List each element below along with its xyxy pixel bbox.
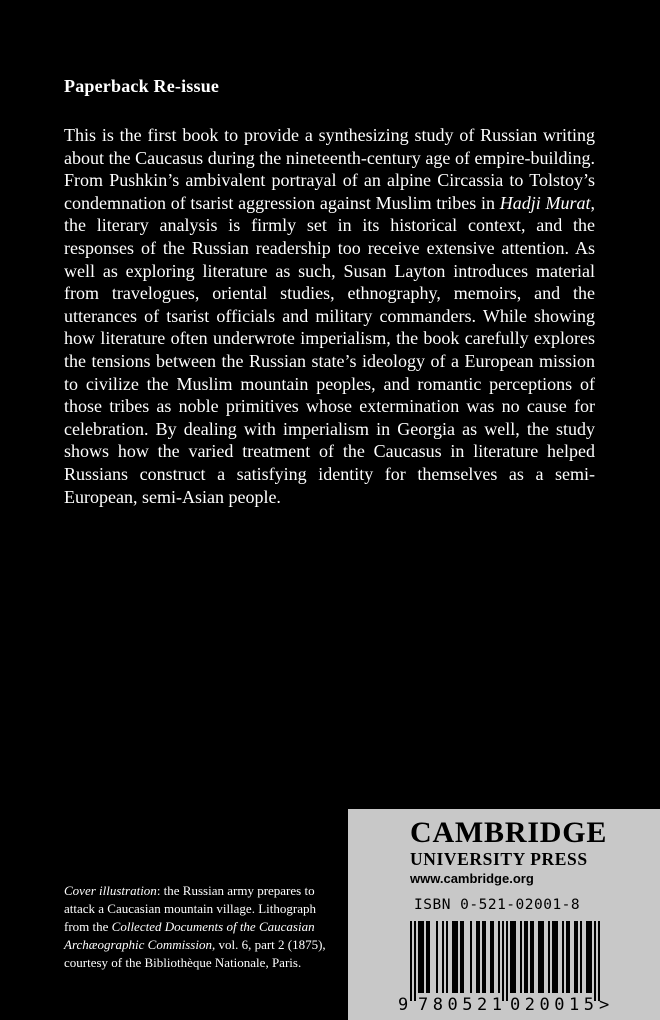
barcode-bar: [548, 921, 550, 993]
barcode-group2: 020015: [510, 995, 594, 1015]
barcode-bar: [446, 921, 448, 993]
barcode-bar: [556, 921, 558, 993]
description-text-part2: , the literary analysis is firmly set in its historical context, and the responses of the Russian readership too receive extensive attention. As well as exploring literature as such, Susan Layton introduces material from travelogues, oriental studies, ethnography, memoirs, and the utterances of tsarist officials and military commanders. While showing how literature often underwrote imperialism, the book carefully explores the tensions between the Russian state’s ideology of a European mission to civilize the Muslim mountain peoples, and romantic perceptions of those tribes as noble primitives whose extermination was no cause for celebration. By dealing with imperialism in Georgia as well, the study shows how the varied treatment of the Caucasus in literature helped Russians construct a satisfying identity for themselves as a semi-European, semi-Asian people.: [64, 192, 595, 507]
barcode-bar: [526, 921, 528, 993]
barcode-bar: [502, 921, 504, 1001]
barcode-bar: [506, 921, 508, 1001]
barcode-bar: [476, 921, 478, 993]
barcode-bar: [514, 921, 516, 993]
barcode-bar: [568, 921, 570, 993]
barcode-bar: [530, 921, 532, 993]
barcode-bar: [418, 921, 420, 993]
barcode-bar: [478, 921, 480, 993]
barcode-bar: [538, 921, 540, 993]
barcode-bar: [512, 921, 514, 993]
barcode-bar: [594, 921, 596, 1001]
barcode-bar: [588, 921, 590, 993]
publisher-website: www.cambridge.org: [410, 871, 534, 886]
barcode-bar: [484, 921, 486, 993]
barcode-bar: [428, 921, 430, 993]
barcode-bar: [454, 921, 456, 993]
barcode-bar: [552, 921, 554, 993]
barcode-bar: [456, 921, 458, 993]
section-heading: Paperback Re-issue: [64, 76, 220, 96]
caption-source-title: Collected Documents of the Caucasian Archæographic Commission: [64, 919, 315, 952]
barcode-bar: [562, 921, 564, 993]
barcode-bar: [580, 921, 582, 993]
isbn-number: ISBN 0-521-02001-8: [414, 897, 581, 913]
barcode-bar: [590, 921, 592, 993]
book-description: [64, 124, 595, 508]
barcode-bar: [414, 921, 416, 1001]
barcode-bar: [490, 921, 492, 993]
barcode-end-mark: >: [599, 995, 610, 1015]
barcode-bar: [540, 921, 542, 993]
barcode-bar: [554, 921, 556, 993]
barcode-bar: [586, 921, 588, 993]
barcode: [394, 919, 614, 1015]
publisher-subname: UNIVERSITY PRESS: [410, 849, 588, 869]
barcode-bar: [532, 921, 534, 993]
barcode-bar: [520, 921, 522, 993]
barcode-bar: [598, 921, 600, 1001]
barcode-bar: [426, 921, 428, 993]
caption-label: Cover illustration: [64, 883, 157, 898]
barcode-bar: [524, 921, 526, 993]
barcode-bar: [470, 921, 472, 993]
barcode-bar: [542, 921, 544, 993]
barcode-first-digit: 9: [398, 995, 409, 1015]
barcode-bar: [510, 921, 512, 993]
barcode-bar: [410, 921, 412, 1001]
barcode-bars: [410, 921, 600, 1001]
caption-text2: , vol. 6, part 2 (1875), courtesy of the Bibliothèque Nationale, Paris.: [64, 937, 326, 970]
cover-illustration-caption: [64, 882, 344, 972]
description-book-title: Hadji Murat: [499, 192, 591, 213]
barcode-bar: [460, 921, 462, 993]
barcode-bar: [576, 921, 578, 993]
barcode-bar: [566, 921, 568, 993]
barcode-bar: [420, 921, 422, 993]
barcode-bar: [482, 921, 484, 993]
barcode-bar: [492, 921, 494, 993]
barcode-group1: 780521: [418, 995, 502, 1015]
barcode-bar: [462, 921, 464, 993]
caption-text1: : the Russian army prepares to attack a Caucasian mountain village. Lithograph from the: [64, 883, 316, 934]
publisher-name: CAMBRIDGE: [410, 816, 608, 849]
publisher-logo: [410, 816, 608, 869]
barcode-bar: [436, 921, 438, 993]
publisher-panel: [348, 809, 660, 1020]
description-text-part1: This is the first book to provide a synthesizing study of Russian writing about the Caucasus during the nineteenth-century age of empire-building. From Pushkin’s ambivalent portrayal of an alpine Circassia to Tolstoy’s condemnation of tsarist aggression against Muslim tribes in: [64, 125, 595, 213]
barcode-bar: [442, 921, 444, 993]
barcode-bar: [452, 921, 454, 993]
barcode-bar: [498, 921, 500, 993]
barcode-bar: [422, 921, 424, 993]
barcode-bar: [574, 921, 576, 993]
